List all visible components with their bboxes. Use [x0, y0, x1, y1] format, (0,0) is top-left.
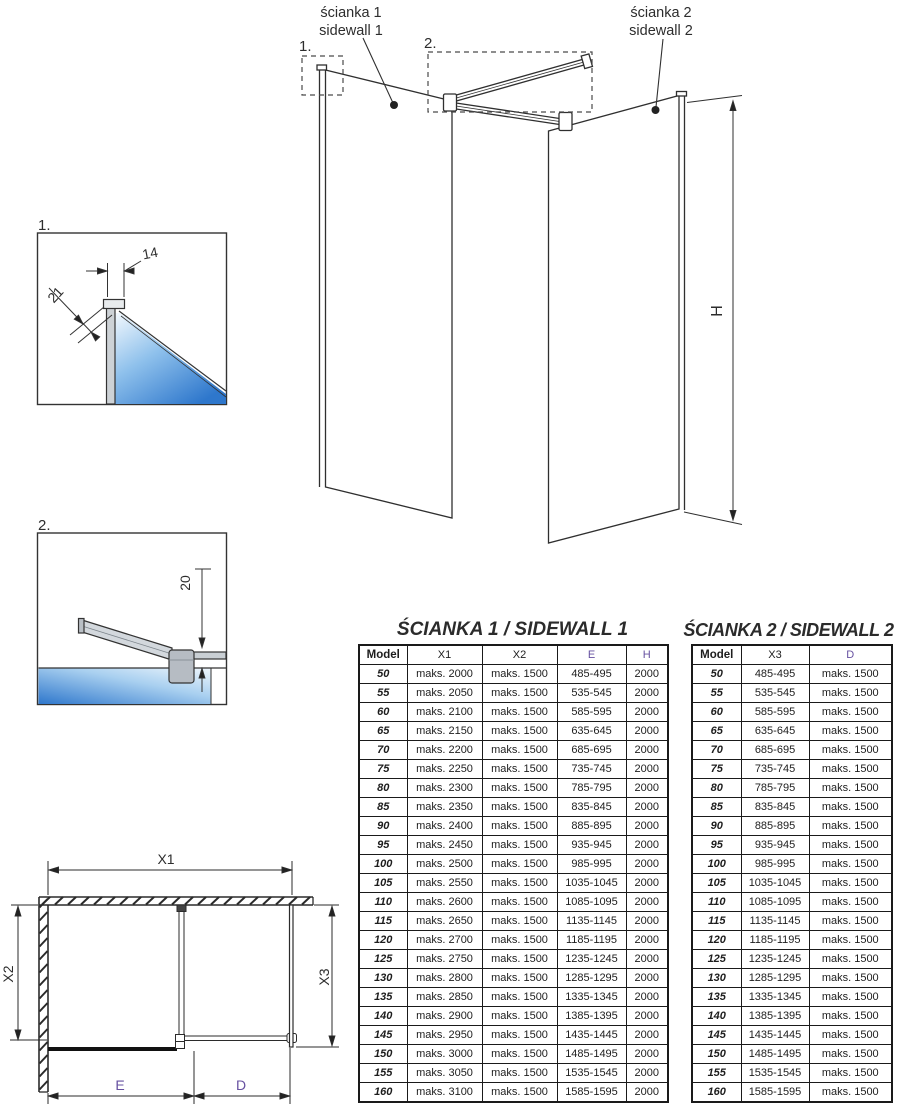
model-cell: 135: [359, 988, 407, 1007]
model-cell: 60: [359, 703, 407, 722]
sidewall2-title: ŚCIANKA 2 / SIDEWALL 2: [683, 620, 894, 640]
value-cell: maks. 2700: [407, 931, 482, 950]
table-row: [692, 950, 892, 969]
detail-1-glass: [116, 313, 227, 404]
model-cell: 65: [692, 722, 741, 741]
value-cell: 735-745: [557, 760, 626, 779]
detail-2-wall-bar: [193, 652, 226, 659]
value-cell: 2000: [626, 874, 668, 893]
plan-x1-label: X1: [157, 851, 175, 867]
value-cell: maks. 1500: [482, 969, 557, 988]
model-cell: 120: [359, 931, 407, 950]
value-cell: 1385-1395: [741, 1007, 809, 1026]
header-row: [692, 645, 892, 665]
sidewall2-table: [691, 644, 893, 1103]
value-cell: maks. 2550: [407, 874, 482, 893]
table-row: [359, 912, 668, 931]
value-cell: 585-595: [557, 703, 626, 722]
value-cell: 2000: [626, 950, 668, 969]
value-cell: maks. 1500: [482, 1007, 557, 1026]
value-cell: 2000: [626, 1007, 668, 1026]
value-cell: maks. 1500: [809, 950, 892, 969]
value-cell: maks. 1500: [809, 931, 892, 950]
detail-2-ref-label: 2.: [424, 35, 437, 52]
model-cell: 100: [359, 855, 407, 874]
value-cell: 1585-1595: [741, 1083, 809, 1103]
leader-sidewall2: [656, 39, 663, 107]
value-cell: maks. 1500: [809, 988, 892, 1007]
value-cell: maks. 1500: [809, 1045, 892, 1064]
value-cell: maks. 1500: [809, 798, 892, 817]
model-cell: 150: [692, 1045, 741, 1064]
value-cell: maks. 1500: [809, 703, 892, 722]
value-cell: maks. 1500: [809, 855, 892, 874]
value-cell: 935-945: [741, 836, 809, 855]
value-cell: maks. 1500: [809, 1026, 892, 1045]
value-cell: 485-495: [741, 665, 809, 684]
detail-2-label: 2.: [38, 517, 51, 534]
table-row: [359, 988, 668, 1007]
model-cell: 105: [692, 874, 741, 893]
value-cell: 985-995: [741, 855, 809, 874]
panel-1-glass: [326, 70, 453, 518]
plan-panel-2: [290, 905, 294, 1047]
value-cell: 2000: [626, 1045, 668, 1064]
value-cell: 2000: [626, 684, 668, 703]
model-cell: 105: [359, 874, 407, 893]
plan-x3-label: X3: [316, 968, 332, 986]
model-cell: 95: [692, 836, 741, 855]
value-cell: 2000: [626, 798, 668, 817]
value-cell: 1135-1145: [557, 912, 626, 931]
table-row: [692, 1083, 892, 1103]
value-cell: maks. 2300: [407, 779, 482, 798]
model-cell: 90: [692, 817, 741, 836]
value-cell: maks. 1500: [482, 1026, 557, 1045]
table-row: [359, 836, 668, 855]
value-cell: maks. 1500: [482, 741, 557, 760]
plan-wall-anchor: [177, 905, 186, 912]
value-cell: 1535-1545: [557, 1064, 626, 1083]
table-row: [692, 817, 892, 836]
value-cell: 985-995: [557, 855, 626, 874]
table-row: [359, 855, 668, 874]
dim-14: [86, 261, 141, 297]
value-cell: 585-595: [741, 703, 809, 722]
value-cell: maks. 1500: [482, 684, 557, 703]
value-cell: maks. 2100: [407, 703, 482, 722]
panel-2-glass: [549, 96, 680, 544]
table-row: [359, 798, 668, 817]
value-cell: maks. 1500: [482, 798, 557, 817]
model-cell: 160: [692, 1083, 741, 1103]
model-cell: 80: [692, 779, 741, 798]
value-cell: maks. 2600: [407, 893, 482, 912]
plan-d-label: D: [235, 1077, 247, 1093]
plan-junction-bracket-b: [176, 1042, 185, 1049]
model-cell: 140: [692, 1007, 741, 1026]
value-cell: 885-895: [557, 817, 626, 836]
col-header-x1: X1: [407, 645, 482, 665]
model-cell: 130: [692, 969, 741, 988]
bar-bracket-2: [559, 113, 572, 131]
value-cell: maks. 1500: [482, 760, 557, 779]
value-cell: maks. 1500: [482, 1064, 557, 1083]
value-cell: maks. 1500: [482, 722, 557, 741]
value-cell: maks. 1500: [482, 665, 557, 684]
table-row: [692, 912, 892, 931]
table-row: [692, 665, 892, 684]
value-cell: 785-795: [557, 779, 626, 798]
table-row: [692, 855, 892, 874]
value-cell: 2000: [626, 931, 668, 950]
value-cell: maks. 2750: [407, 950, 482, 969]
model-cell: 70: [692, 741, 741, 760]
bar-bracket-1: [444, 94, 457, 111]
value-cell: 1435-1445: [557, 1026, 626, 1045]
plan-back-wall: [39, 897, 313, 905]
value-cell: 1085-1095: [557, 893, 626, 912]
model-cell: 115: [692, 912, 741, 931]
panel1-label-line2: sidewall 1: [319, 23, 383, 39]
leader-dot-1: [390, 101, 398, 109]
value-cell: 485-495: [557, 665, 626, 684]
plan-panel-1: [48, 1047, 177, 1051]
value-cell: 2000: [626, 836, 668, 855]
plan-bar-to-wall: [179, 911, 184, 1035]
table-row: [692, 722, 892, 741]
table-row: [359, 893, 668, 912]
value-cell: 1485-1495: [741, 1045, 809, 1064]
value-cell: maks. 1500: [809, 779, 892, 798]
panel2-label-line2: sidewall 2: [629, 23, 693, 39]
value-cell: maks. 1500: [482, 874, 557, 893]
table-row: [359, 950, 668, 969]
model-cell: 140: [359, 1007, 407, 1026]
value-cell: 1435-1445: [741, 1026, 809, 1045]
model-cell: 85: [359, 798, 407, 817]
sidewall1-table: [358, 644, 669, 1103]
value-cell: maks. 1500: [809, 912, 892, 931]
table-row: [359, 1083, 668, 1103]
value-cell: maks. 1500: [482, 931, 557, 950]
table-row: [692, 1007, 892, 1026]
model-cell: 90: [359, 817, 407, 836]
table-row: [359, 722, 668, 741]
value-cell: 935-945: [557, 836, 626, 855]
value-cell: 1235-1245: [741, 950, 809, 969]
value-cell: 2000: [626, 779, 668, 798]
model-cell: 70: [359, 741, 407, 760]
value-cell: 885-895: [741, 817, 809, 836]
table-row: [692, 1026, 892, 1045]
plan-bar-to-panel2: [185, 1036, 288, 1041]
model-cell: 115: [359, 912, 407, 931]
value-cell: 1585-1595: [557, 1083, 626, 1103]
value-cell: 1185-1195: [557, 931, 626, 950]
header-row: [359, 645, 668, 665]
model-cell: 135: [692, 988, 741, 1007]
plan-x2-label: X2: [0, 965, 16, 983]
value-cell: 2000: [626, 969, 668, 988]
table-row: [692, 988, 892, 1007]
table-row: [359, 874, 668, 893]
model-cell: 130: [359, 969, 407, 988]
value-cell: maks. 1500: [809, 760, 892, 779]
value-cell: 1135-1145: [741, 912, 809, 931]
value-cell: 685-695: [741, 741, 809, 760]
table-row: [692, 798, 892, 817]
model-cell: 155: [692, 1064, 741, 1083]
col-header-x3: X3: [741, 645, 809, 665]
value-cell: 2000: [626, 1026, 668, 1045]
value-cell: 1085-1095: [741, 893, 809, 912]
value-cell: maks. 1500: [809, 722, 892, 741]
iso-view: [302, 38, 742, 543]
model-cell: 145: [692, 1026, 741, 1045]
table-row: [359, 1064, 668, 1083]
col-header-model: Model: [692, 645, 741, 665]
value-cell: 1235-1245: [557, 950, 626, 969]
table-row: [359, 1045, 668, 1064]
value-cell: maks. 1500: [809, 1083, 892, 1103]
value-cell: 1335-1345: [741, 988, 809, 1007]
model-cell: 95: [359, 836, 407, 855]
dim-21-label: 21: [44, 283, 67, 306]
value-cell: maks. 1500: [482, 988, 557, 1007]
model-cell: 50: [692, 665, 741, 684]
value-cell: 1335-1345: [557, 988, 626, 1007]
sidewall1-table-block: [358, 618, 667, 1103]
value-cell: maks. 3000: [407, 1045, 482, 1064]
table-row: [359, 703, 668, 722]
value-cell: 1035-1045: [557, 874, 626, 893]
value-cell: 1485-1495: [557, 1045, 626, 1064]
value-cell: maks. 1500: [482, 950, 557, 969]
model-cell: 120: [692, 931, 741, 950]
value-cell: 1385-1395: [557, 1007, 626, 1026]
value-cell: maks. 2150: [407, 722, 482, 741]
value-cell: maks. 1500: [482, 912, 557, 931]
value-cell: 2000: [626, 912, 668, 931]
value-cell: maks. 1500: [809, 969, 892, 988]
value-cell: maks. 2500: [407, 855, 482, 874]
table-row: [692, 760, 892, 779]
table-row: [359, 760, 668, 779]
value-cell: maks. 1500: [482, 893, 557, 912]
value-cell: maks. 1500: [809, 817, 892, 836]
plan-e-label: E: [115, 1077, 125, 1093]
value-cell: maks. 1500: [809, 893, 892, 912]
table-row: [692, 703, 892, 722]
table-row: [692, 893, 892, 912]
dim-H-label: H: [709, 305, 726, 317]
model-cell: 60: [692, 703, 741, 722]
value-cell: maks. 1500: [809, 836, 892, 855]
col-header-h: H: [626, 645, 668, 665]
value-cell: 535-545: [557, 684, 626, 703]
value-cell: maks. 1500: [809, 741, 892, 760]
col-header-x2: X2: [482, 645, 557, 665]
value-cell: 2000: [626, 988, 668, 1007]
panel1-label-line1: ścianka 1: [320, 5, 382, 21]
value-cell: maks. 2050: [407, 684, 482, 703]
col-header-e: E: [557, 645, 626, 665]
table-row: [359, 1026, 668, 1045]
model-cell: 150: [359, 1045, 407, 1064]
model-cell: 50: [359, 665, 407, 684]
value-cell: 1535-1545: [741, 1064, 809, 1083]
value-cell: maks. 1500: [482, 836, 557, 855]
table-row: [359, 931, 668, 950]
detail-1-profile-cap: [104, 300, 125, 309]
sidewall1-title: ŚCIANKA 1 / SIDEWALL 1: [396, 619, 629, 640]
value-cell: 2000: [626, 741, 668, 760]
table-row: [359, 1007, 668, 1026]
table-row: [692, 874, 892, 893]
value-cell: maks. 1500: [809, 684, 892, 703]
table-row: [692, 1064, 892, 1083]
value-cell: 2000: [626, 893, 668, 912]
table-row: [692, 779, 892, 798]
model-cell: 55: [359, 684, 407, 703]
value-cell: 635-645: [741, 722, 809, 741]
value-cell: maks. 3100: [407, 1083, 482, 1103]
detail-1-ref-label: 1.: [299, 38, 312, 55]
plan-view: [10, 861, 339, 1104]
value-cell: maks. 1500: [809, 874, 892, 893]
support-bar-wall: [451, 54, 592, 103]
value-cell: maks. 2800: [407, 969, 482, 988]
detail-1-wall-profile: [107, 308, 116, 404]
value-cell: maks. 1500: [809, 1064, 892, 1083]
model-cell: 100: [692, 855, 741, 874]
table-row: [359, 817, 668, 836]
col-header-model: Model: [359, 645, 407, 665]
table-row: [692, 1045, 892, 1064]
value-cell: maks. 1500: [482, 855, 557, 874]
value-cell: 2000: [626, 760, 668, 779]
value-cell: maks. 2650: [407, 912, 482, 931]
table-row: [359, 779, 668, 798]
plan-junction-bracket-a: [176, 1035, 185, 1042]
detail-1-label: 1.: [38, 217, 51, 234]
leader-dot-2: [652, 106, 660, 114]
value-cell: maks. 2950: [407, 1026, 482, 1045]
model-cell: 125: [692, 950, 741, 969]
model-cell: 65: [359, 722, 407, 741]
model-cell: 110: [359, 893, 407, 912]
value-cell: 1035-1045: [741, 874, 809, 893]
model-cell: 155: [359, 1064, 407, 1083]
model-cell: 75: [692, 760, 741, 779]
table-row: [692, 836, 892, 855]
support-bar-panel: [456, 103, 563, 125]
model-cell: 80: [359, 779, 407, 798]
value-cell: 2000: [626, 855, 668, 874]
model-cell: 160: [359, 1083, 407, 1103]
value-cell: 2000: [626, 703, 668, 722]
value-cell: maks. 1500: [482, 817, 557, 836]
col-header-d: D: [809, 645, 892, 665]
value-cell: 835-845: [557, 798, 626, 817]
value-cell: maks. 1500: [482, 1045, 557, 1064]
value-cell: 685-695: [557, 741, 626, 760]
value-cell: 1285-1295: [557, 969, 626, 988]
value-cell: maks. 2400: [407, 817, 482, 836]
detail-1: [38, 233, 227, 405]
value-cell: 2000: [626, 665, 668, 684]
dim-14-label: 14: [140, 243, 160, 263]
detail-2: [38, 533, 227, 705]
table-row: [359, 741, 668, 760]
detail-2-support-bar: [79, 619, 173, 661]
value-cell: maks. 1500: [809, 1007, 892, 1026]
detail-2-clamp: [169, 650, 194, 683]
panel2-label-line1: ścianka 2: [630, 5, 692, 21]
dim-20-label: 20: [177, 575, 193, 591]
model-cell: 110: [692, 893, 741, 912]
value-cell: 835-845: [741, 798, 809, 817]
value-cell: maks. 2250: [407, 760, 482, 779]
value-cell: maks. 2450: [407, 836, 482, 855]
value-cell: 535-545: [741, 684, 809, 703]
table-row: [692, 969, 892, 988]
value-cell: 1285-1295: [741, 969, 809, 988]
table-row: [692, 741, 892, 760]
table-row: [692, 684, 892, 703]
value-cell: 2000: [626, 1083, 668, 1103]
value-cell: maks. 1500: [482, 703, 557, 722]
value-cell: 785-795: [741, 779, 809, 798]
value-cell: maks. 2000: [407, 665, 482, 684]
table-row: [692, 931, 892, 950]
value-cell: 2000: [626, 817, 668, 836]
value-cell: 2000: [626, 722, 668, 741]
value-cell: maks. 2900: [407, 1007, 482, 1026]
table-row: [359, 665, 668, 684]
table-row: [359, 969, 668, 988]
value-cell: maks. 1500: [809, 665, 892, 684]
value-cell: 735-745: [741, 760, 809, 779]
model-cell: 125: [359, 950, 407, 969]
value-cell: 2000: [626, 1064, 668, 1083]
value-cell: maks. 2850: [407, 988, 482, 1007]
value-cell: maks. 1500: [482, 779, 557, 798]
value-cell: maks. 2350: [407, 798, 482, 817]
value-cell: 635-645: [557, 722, 626, 741]
model-cell: 85: [692, 798, 741, 817]
plan-left-wall: [39, 897, 48, 1092]
value-cell: maks. 3050: [407, 1064, 482, 1083]
value-cell: 1185-1195: [741, 931, 809, 950]
table-row: [359, 684, 668, 703]
value-cell: maks. 1500: [482, 1083, 557, 1103]
value-cell: maks. 2200: [407, 741, 482, 760]
model-cell: 55: [692, 684, 741, 703]
model-cell: 145: [359, 1026, 407, 1045]
sidewall2-table-block: [678, 618, 899, 1103]
model-cell: 75: [359, 760, 407, 779]
